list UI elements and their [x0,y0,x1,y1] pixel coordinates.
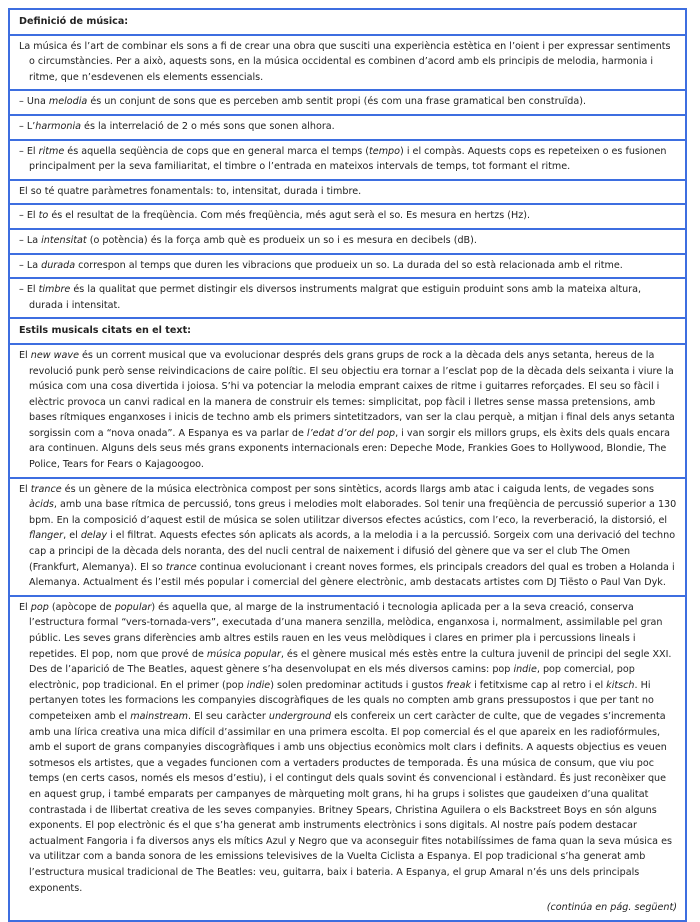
timbre-item: – El timbre és la qualitat que permet distingir els diversos instruments malgrat que estiguin produint sons amb la mateixa altura, durada i intensitat. [10,277,685,317]
music-info-box [8,8,687,922]
durada-item: – La durada correspon al temps que duren les vibracions que produeix un so. La durada del so està relacionada amb el ritme. [10,253,685,278]
harmonia-item: – L’harmonia és la interrelació de 2 o més sons que sonen alhora. [10,114,685,139]
melodia-item: – Una melodia és un conjunt de sons que es perceben amb sentit propi (és com una frase gramatical ben construïda). [10,89,685,114]
section-title-estils: Estils musicals citats en el text: [10,317,685,343]
to-item: – El to és el resultat de la freqüència. Com més freqüència, més agut serà el so. Es mesura en hertzs (Hz). [10,203,685,228]
intensitat-item: – La intensitat (o potència) és la força amb què es produeix un so i es mesura en decibels (dB). [10,228,685,253]
definicio-intro: La música és l’art de combinar els sons a fi de crear una obra que susciti una experiència estètica en l’oient i per expressar sentiments o circumstàncies. Per a això, aquests sons, en la música occidental es combinen d’acord amb els principis de melodia, harmonia i ritme, que n’esdevenen els elements essencials. [10,34,685,90]
section-title-definicio: Definició de música: [19,16,129,27]
newwave-paragraph: El new wave és un corrent musical que va evolucionar després dels grans grups de rock a la dècada dels anys setanta, hereus de la revolució punk però sense reivindicacions de caire polític. El seu objectiu era tornar a l’esclat pop de la dècada dels seixanta i viure la música com una cosa divertida i joiosa. S’hi va potenciar la melodia emprant caixes de ritme i guitarres reforçades. El seu so fàcil i elèctric provoca un canvi radical en la manera de construir els temes: simplicitat, pop fàcil i lletres sense massa pretensions, amb bases rítmiques enganxoses i inicis de techno amb els primers sintetitzadors, van ser la clau perquè, a mitjan i final dels anys setanta sorgissin com a “nova onada”. A Espanya es va parlar de l’edat d’or del pop, i van sorgir els millors grups, els èxits dels quals encara ara continuen. Alguns dels seus més grans exponents internacionals eren: Depeche Mode, Frankies Goes to Hollywood, Blondie, The Police, Tears for Fears o Kajagoogoo. [10,343,685,477]
trance-paragraph: El trance és un gènere de la música electrònica compost per sons sintètics, acords llargs amb atac i caiguda lents, de vegades sons àcids, amb una base rítmica de percussió, tons greus i melodies molt elaborades. Sol tenir una freqüència de percussió superior a 130 bpm. En la composició d’aquest estil de música se solen utilitzar diversos efectes acústics, com l’eco, la reverberació, la distorsió, el flanger, el delay i el filtrat. Aquests efectes són aplicats als acords, a la melodia i a la percussió. Sorgeix com una derivació del techno cap a principi de la dècada dels noranta, des del nucli central de naixement i difusió del gènere que va ser el club The Omen (Frankfurt, Alemanya). El so trance continua evolucionant i creant noves formes, els principals creadors del qual es troben a Holanda i Alemanya. Actualment és l’estil més popular i comercial del gènere electrònic, amb destacats artistes com DJ Tiësto o Paul Van Dyk. [10,477,685,595]
continue-note: (continúa en pág. següent) [546,902,677,914]
pop-row [10,595,685,920]
ritme-item: – El ritme és aquella seqüència de cops que en general marca el temps (tempo) i el compàs. Aquests cops es repeteixen o es fusionen principalment per la seva familiaritat, el timbre o l’entrada en mateixos intervals de temps, tot formant el ritme. [10,139,685,179]
parametres-intro: El so té quatre paràmetres fonamentals: to, intensitat, durada i timbre. [10,179,685,204]
pop-paragraph: El pop (apòcope de popular) és aquella que, al marge de la instrumentació i tecnologia aplicada per a la seva creació, conserva l’estructura formal “vers-tornada-vers”, executada d’una manera senzilla, melòdica, enganxosa i, normalment, assimilable pel gran públic. Les seves grans diferències amb altres estils rauen en les veus melòdiques i clares en primer pla i percussions lineals i repetides. El pop, nom que prové de música popular, és el gènere musical més estès entre la cultura juvenil de principi del segle XXI. Des de l’aparició de The Beatles, aquest gènere s’ha desenvolupat en els més diversos camins: pop indie, pop comercial, pop electrònic, pop tradicional. En el primer (pop indie) solen predominar actituds i gustos freak i fetitxisme cap al retro i el kitsch. Hi pertanyen totes les formacions les companyies discogràfiques de les quals no compten amb grans pressupostos i que per tant no competeixen amb el mainstream. El seu caràcter underground els confereix un cert caràcter de culte, que de vegades s’incrementa amb una lírica creativa una mica difícil d’assimilar en una primera escolta. El pop comercial és el que apareix en les radiofórmules, amb el suport de grans companyies discogràfiques i amb uns objectius econòmics molt clars i definits. A aquests objectius es veuen sotmesos els artistes, que a vegades funcionen com a vertaders productes de temporada. És una música de consum, que viu poc temps (en certs casos, només els mesos d’estiu), i el contingut dels quals sovint és convencional i estàndard. És just reconèixer que en aquest grup, i també emparats per campanyes de màrqueting molt grans, hi ha grups i solistes que gaudeixen d’una qualitat contrastada i de llibertat creativa de les seves companyies. Britney Spears, Christina Aguilera o els Backstreet Boys en són alguns exponents. El pop electrònic és el que s’ha generat amb instruments electrònics i sons digitals. Al nostre país podem destacar actualment Fangoria i fa diversos anys els mítics Azul y Negro que va aconseguir fites notabilíssimes de fama quan la seva música es va utilitzar com a banda sonora de les emissions televisives de la Vuelta Ciclista a Espanya. El pop tradicional s’ha generat amb l’estructura musical tradicional de The Beatles: veu, guitarra, baix i bateria. A Espanya, el grup Amaral n’és uns dels principals exponents. [19,601,672,894]
